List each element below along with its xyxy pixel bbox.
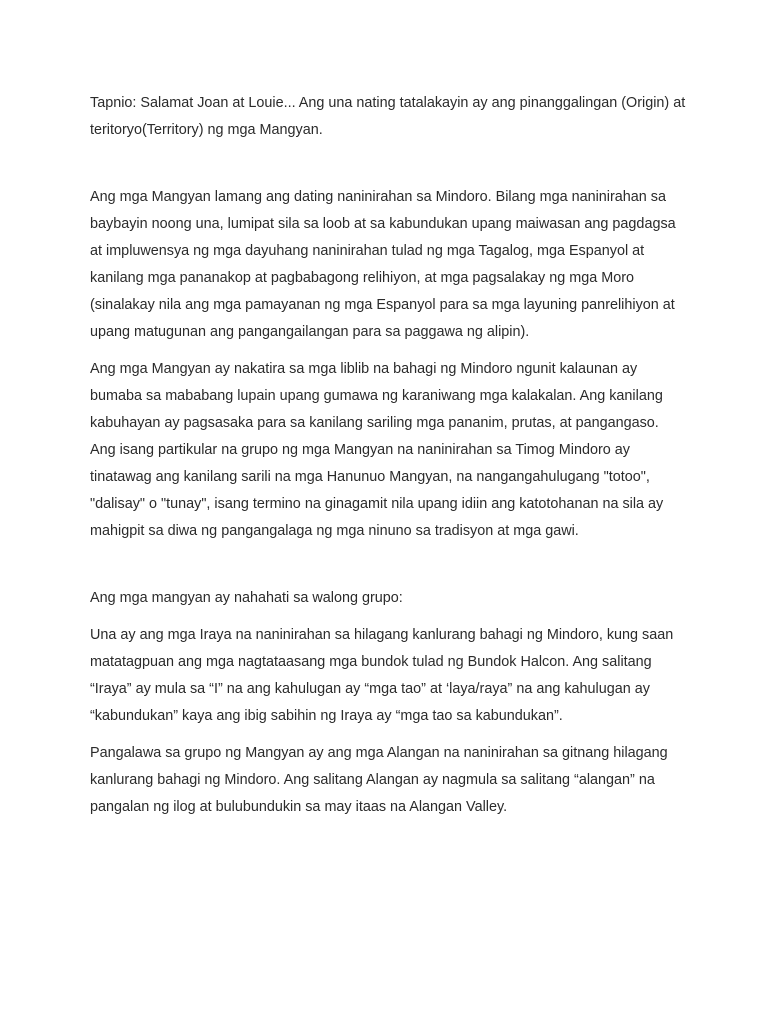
paragraph-origin: Ang mga Mangyan lamang ang dating naninirahan sa Mindoro. Bilang mga naninirahan sa baybayin noong una, lumipat sila sa loob at sa kabundukan upang maiwasan ang pagdagsa at impluwensya ng mga dayuhang naninirahan tulad ng mga Tagalog, mga Espanyol at kanilang mga pananakop at pagbabagong relihiyon, at mga pagsalakay ng mga Moro (sinalakay nila ang mga pamayanan ng mga Espanyol para sa mga layuning panrelihiyon at upang matugunan ang pangangailangan para sa paggawa ng alipin).	[90, 189, 676, 340]
paragraph-alangan: Pangalawa sa grupo ng Mangyan ay ang mga Alangan na naninirahan sa gitnang hilagang kanlurang bahagi ng Mindoro. Ang salitang Alangan ay nagmula sa salitang “alangan” na pangalan ng ilog at bulubundukin sa may itaas na Alangan Valley.	[90, 745, 668, 815]
paragraph-intro: Tapnio: Salamat Joan at Louie... Ang una nating tatalakayin ay ang pinanggalingan (Origin) at teritoryo(Territory) ng mga Mangyan.	[90, 95, 686, 138]
paragraph-iraya: Una ay ang mga Iraya na naninirahan sa hilagang kanlurang bahagi ng Mindoro, kung saan matatagpuan ang mga nagtataasang mga bundok tulad ng Bundok Halcon. Ang salitang “Iraya” ay mula sa “I” na ang kahulugan ay “mga tao” at ‘laya/raya” na ang kahulugan ay “kabundukan” kaya ang ibig sabihin ng Iraya ay “mga tao sa kabundukan”.	[90, 627, 674, 724]
document-body	[90, 90, 686, 821]
paragraph-livelihood: Ang mga Mangyan ay nakatira sa mga liblib na bahagi ng Mindoro ngunit kalaunan ay bumaba sa mababang lupain upang gumawa ng karaniwang mga kalakalan. Ang kanilang kabuhayan ay pagsasaka para sa kanilang sariling mga pananim, prutas, at pangangaso. Ang isang partikular na grupo ng mga Mangyan na naninirahan sa Timog Mindoro ay tinatawag ang kanilang sarili na mga Hanunuo Mangyan, na nangangahulugang "totoo", "dalisay" o "tunay", isang termino na ginagamit nila upang idiin ang katotohanan na sila ay mahigpit sa diwa ng pangangalaga ng mga ninuno sa tradisyon at mga gawi.	[90, 361, 664, 539]
paragraph-groups-heading: Ang mga mangyan ay nahahati sa walong grupo:	[90, 590, 403, 606]
